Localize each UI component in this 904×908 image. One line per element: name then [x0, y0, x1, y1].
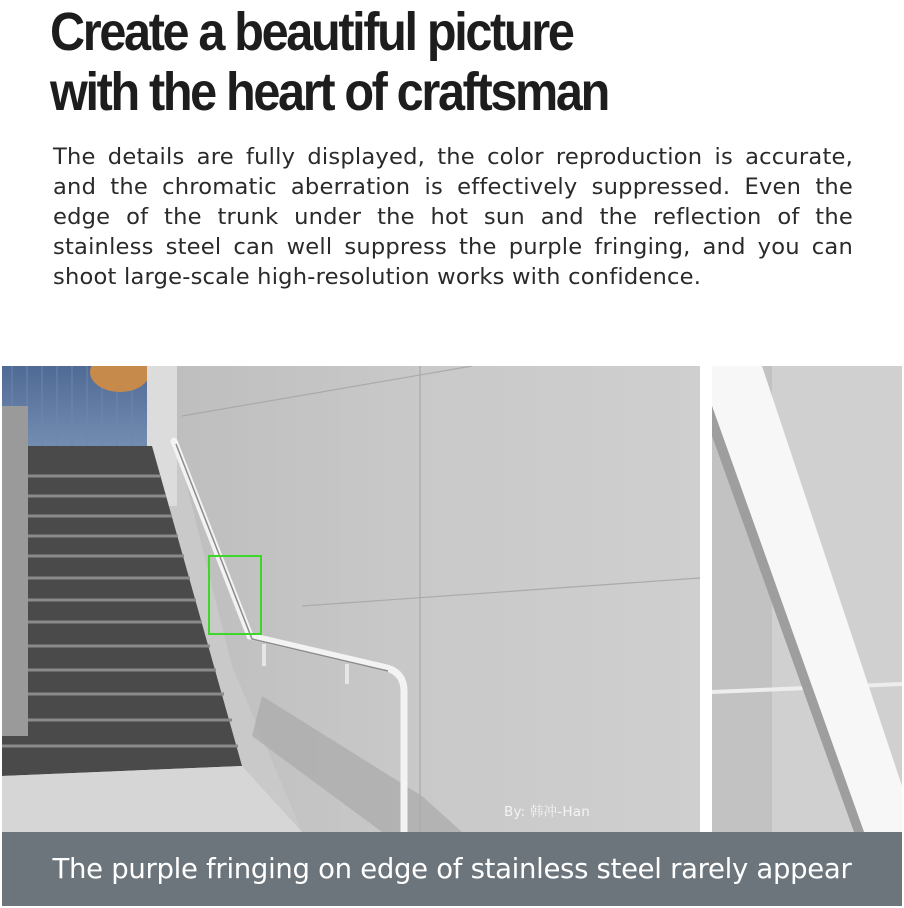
- floor: [2, 766, 302, 832]
- caption-bar: [2, 832, 902, 906]
- headline-line-1: Create a beautiful picture: [50, 2, 573, 62]
- photo-credit: By: 韩冲-Han: [504, 804, 590, 820]
- sample-photo-panel: [2, 366, 902, 832]
- headline-line-2: with the heart of craftsman: [50, 62, 608, 122]
- caption-text: The purple fringing on edge of stainless steel rarely appear: [52, 853, 852, 885]
- photo-divider: [700, 366, 712, 832]
- staircase-photo: [2, 366, 700, 832]
- zoomed-detail-photo: [712, 366, 902, 832]
- headline: [50, 2, 870, 122]
- body-copy: The details are fully displayed, the color reproduction is accurate, and the chromatic aberration is effectively suppressed. Even the edge of the trunk under the hot sun and the reflection of the stainless steel can well suppress the purple fringing, and you can shoot large-scale high-resolution works with confidence.: [53, 144, 853, 290]
